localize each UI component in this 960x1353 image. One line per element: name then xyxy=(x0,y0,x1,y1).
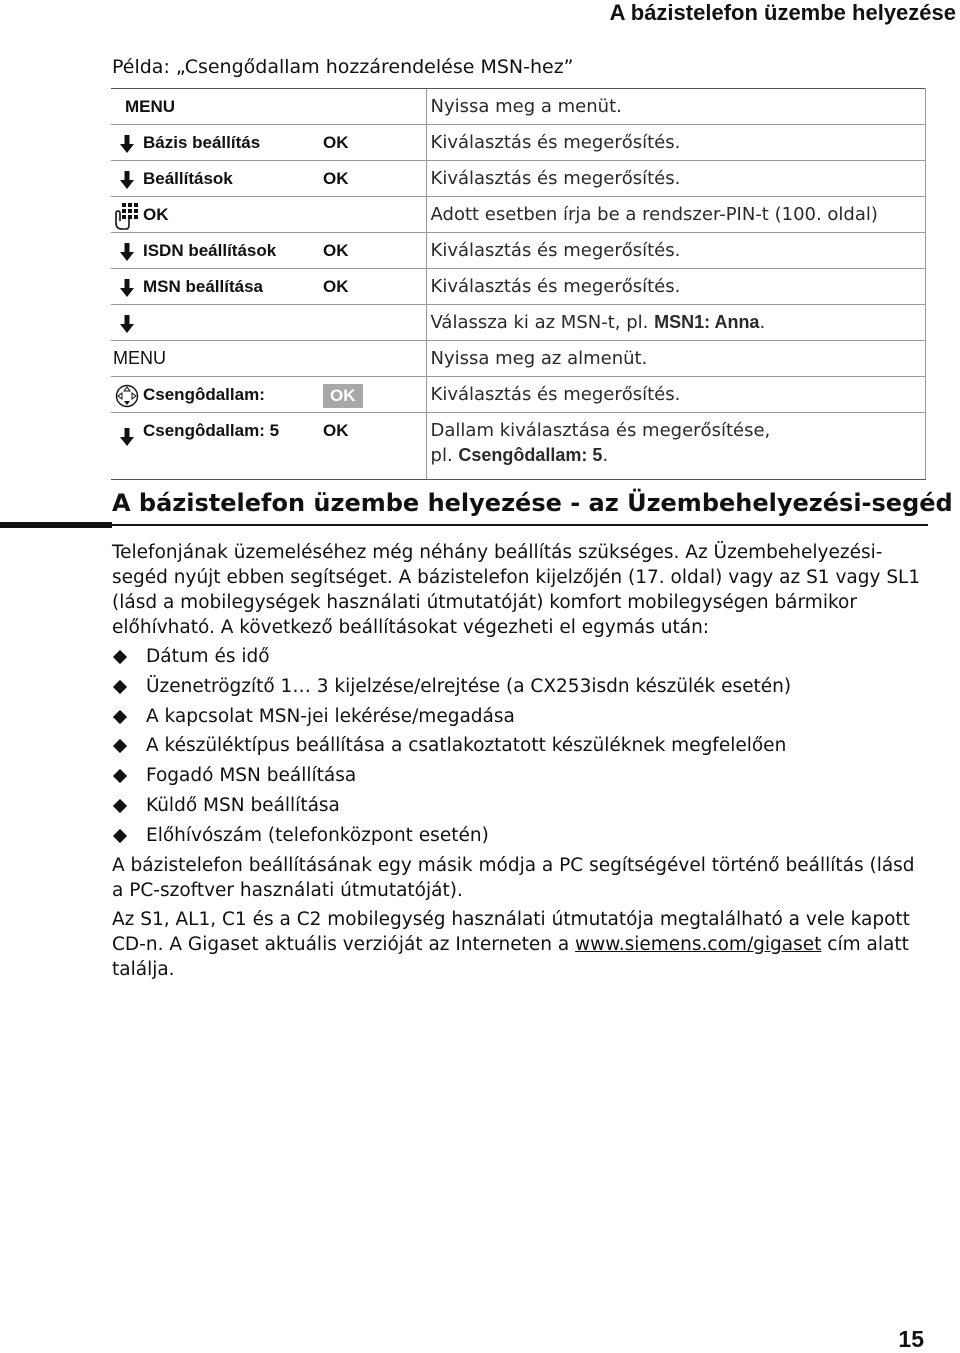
table-row xyxy=(111,413,926,480)
down-arrow-icon xyxy=(111,269,143,305)
settings-list xyxy=(112,642,930,851)
msn-example: MSN1: Anna xyxy=(654,312,760,332)
bullet-icon xyxy=(113,650,127,664)
step-key: Beállítások xyxy=(143,161,323,197)
list-item: A kapcsolat MSN-jei lekérése/megadása xyxy=(112,702,930,732)
ringtone-example: Csengôdallam: 5 xyxy=(458,445,603,465)
ok-key: OK xyxy=(323,233,426,269)
step-key: ISDN beállítások xyxy=(143,233,323,269)
down-arrow-icon xyxy=(111,161,143,197)
step-key: Bázis beállítás xyxy=(143,125,323,161)
table-row xyxy=(111,161,926,197)
menu-key: MENU xyxy=(111,341,426,377)
list-item: Előhívószám (telefonközpont esetén) xyxy=(112,821,930,851)
section-heading: A bázistelefon üzembe helyezése - az Üzembehelyezési-segéd xyxy=(112,489,953,517)
down-arrow-icon xyxy=(111,125,143,161)
down-arrow-icon xyxy=(111,305,143,341)
ok-key: OK xyxy=(143,197,426,233)
ok-key: OK xyxy=(323,125,426,161)
table-row xyxy=(111,197,926,233)
heading-rule-thick xyxy=(0,522,112,528)
step-key: MSN beállítása xyxy=(143,269,323,305)
heading-rule xyxy=(112,524,928,526)
table-row xyxy=(111,341,926,377)
step-description: Dallam kiválasztása és megerősítése, pl. Csengôdallam: 5. xyxy=(426,413,925,480)
list-item: Üzenetrögzítő 1… 3 kijelzése/elrejtése (a CX253isdn készülék esetén) xyxy=(112,672,930,702)
step-description: Kiválasztás és megerősítés. xyxy=(426,233,925,269)
keypad-icon xyxy=(111,197,143,233)
table-row xyxy=(111,377,926,413)
step-description: Kiválasztás és megerősítés. xyxy=(426,269,925,305)
ok-key: OK xyxy=(323,413,426,480)
step-description: Nyissa meg a menüt. xyxy=(426,89,925,125)
step-description: Válassza ki az MSN-t, pl. MSN1: Anna. xyxy=(426,305,925,341)
ok-softkey-display: OK xyxy=(323,384,363,408)
ok-key: OK xyxy=(323,269,426,305)
list-item: A készüléktípus beállítása a csatlakoztatott készüléknek megfelelően xyxy=(112,731,930,761)
table-row xyxy=(111,125,926,161)
page-number: 15 xyxy=(898,1326,924,1352)
step-key xyxy=(143,305,323,341)
ok-key: OK xyxy=(323,161,426,197)
bullet-icon xyxy=(113,769,127,783)
table-row xyxy=(111,269,926,305)
step-description: Kiválasztás és megerősítés. xyxy=(426,377,925,413)
bullet-icon xyxy=(113,799,127,813)
step-key: Csengôdallam: 5 xyxy=(143,413,323,480)
step-key: Csengôdallam: xyxy=(143,377,323,413)
page-header-title: A bázistelefon üzembe helyezése xyxy=(609,0,956,25)
list-item: Dátum és idő xyxy=(112,642,930,672)
bullet-icon xyxy=(113,739,127,753)
bullet-icon xyxy=(113,829,127,843)
table-row xyxy=(111,305,926,341)
bullet-icon xyxy=(113,680,127,694)
table-row xyxy=(111,233,926,269)
step-description: Kiválasztás és megerősítés. xyxy=(426,125,925,161)
down-arrow-icon xyxy=(111,413,143,480)
ok-key xyxy=(323,305,426,341)
example-title: Példa: „Csengődallam hozzárendelése MSN-hez” xyxy=(112,56,574,78)
intro-paragraph: Telefonjának üzemeléséhez még néhány beállítás szükséges. Az Üzembehelyezési-segéd nyújt ebben segítséget. A bázistelefon kijelzőjén (17. oldal) vagy az S1 vagy SL1 (lásd a mobilegységek használati útmutatóját) komfort mobilegységen bármikor előhívható. A következő beállításokat végezheti el egymás után: xyxy=(112,542,921,638)
pc-software-paragraph: A bázistelefon beállításának egy másik módja a PC segítségével történő beállítás (lásd a PC-szoftver használati útmutatóját). xyxy=(112,855,915,901)
step-description: Adott esetben írja be a rendszer-PIN-t (100. oldal) xyxy=(426,197,925,233)
menu-key: MENU xyxy=(111,89,426,125)
steps-table xyxy=(111,88,926,480)
siemens-gigaset-link[interactable]: www.siemens.com/gigaset xyxy=(575,934,822,955)
ok-key xyxy=(323,377,426,413)
table-row xyxy=(111,89,926,125)
step-description: Nyissa meg az almenüt. xyxy=(426,341,925,377)
bullet-icon xyxy=(113,710,127,724)
step-description: Kiválasztás és megerősítés. xyxy=(426,161,925,197)
navigation-key-icon xyxy=(111,377,143,413)
down-arrow-icon xyxy=(111,233,143,269)
list-item: Küldő MSN beállítása xyxy=(112,791,930,821)
list-item: Fogadó MSN beállítása xyxy=(112,761,930,791)
manual-paragraph: Az S1, AL1, C1 és a C2 mobilegység használati útmutatója megtalálható a vele kapott CD-n. A Gigaset aktuális verzióját az Interneten a www.siemens.com/gigaset cím alatt találja. xyxy=(112,909,910,980)
